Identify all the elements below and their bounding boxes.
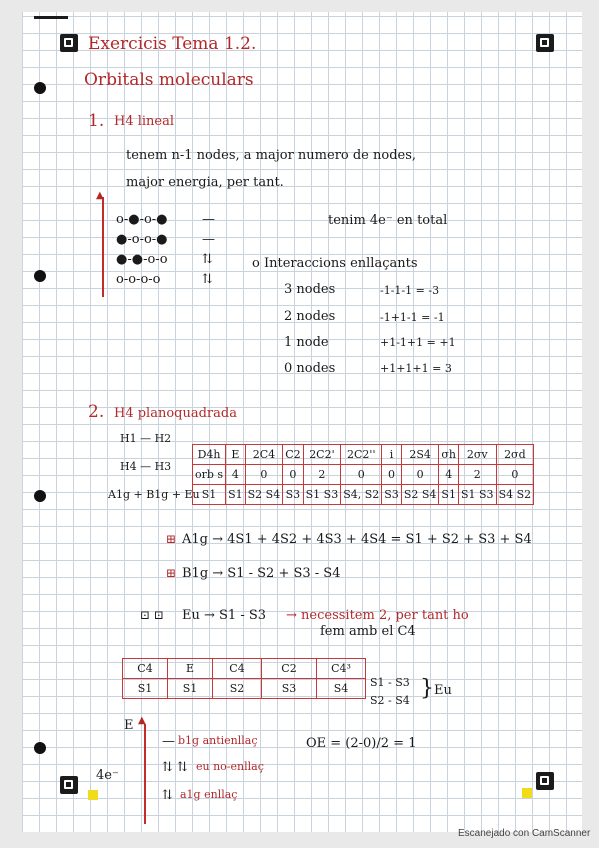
c4-table (122, 658, 366, 699)
eu-label: Eu (434, 683, 452, 698)
node-label: 0 nodes (284, 361, 336, 376)
yellow-mark (522, 788, 532, 798)
table-cell: 4 (439, 465, 459, 485)
irrep-sum: A1g + B1g + Eu (108, 488, 200, 501)
a1g-equation: A1g → 4S1 + 4S2 + 4S3 + 4S4 = S1 + S2 + S3 + S4 (182, 532, 532, 547)
table-cell: S3 (262, 679, 317, 699)
level-label: b1g antienllaç (178, 734, 258, 747)
table-cell: orb s (193, 465, 226, 485)
text-line: tenem n-1 nodes, a major numero de nodes, (126, 148, 417, 163)
scan-marker-icon (536, 34, 554, 52)
page-title: Exercicis Tema 1.2. (88, 34, 257, 54)
level-label: a1g enllaç (180, 788, 238, 801)
energy-arrow (144, 724, 146, 824)
level-label: eu no-enllaç (196, 760, 264, 773)
orbital-diagram: ●-o-o-● (116, 232, 168, 247)
eu-note: fem amb el C4 (320, 624, 416, 639)
table-cell: S3 (382, 485, 402, 505)
orbital-diagram: o-o-o-o (116, 272, 161, 287)
square-molecule-icon: ⊞ (166, 566, 177, 580)
energy-axis-label: E (124, 718, 134, 733)
node-label: 1 node (284, 335, 329, 350)
table-cell: S1 (439, 485, 459, 505)
table-cell: C2 (262, 659, 317, 679)
table-cell: 2C2' (303, 445, 341, 465)
table-cell: C4 (123, 659, 168, 679)
table-cell: S4 (317, 679, 366, 699)
table-cell: C2 (283, 445, 303, 465)
table-cell: 2 (303, 465, 341, 485)
orbital-occupancy: ⇅ (202, 272, 213, 287)
scanner-footer: Escanejado con CamScanner (458, 828, 591, 839)
table-cell: 0 (283, 465, 303, 485)
table-cell: S4 S2 (496, 485, 534, 505)
table-cell: S1 (226, 485, 246, 505)
scan-marker-icon (60, 34, 78, 52)
h-label: H4 — H3 (120, 460, 172, 473)
bond-order: OE = (2-0)/2 = 1 (306, 736, 417, 751)
h-label: H1 — H2 (120, 432, 172, 445)
table-cell: 2σd (496, 445, 534, 465)
table-cell: S1 S3 (458, 485, 496, 505)
table-cell: S2 S4 (245, 485, 283, 505)
electron-count: tenim 4e⁻ en total (328, 213, 448, 228)
electron-count-label: 4e⁻ (96, 768, 119, 783)
orbital-occupancy: ⇅ (202, 252, 213, 267)
table-row (193, 445, 534, 465)
node-calc: +1+1+1 = 3 (380, 362, 452, 375)
table-cell: S2 S4 (401, 485, 439, 505)
table-cell: S1 S3 (303, 485, 341, 505)
interactions-title: o Interaccions enllaçants (252, 256, 418, 271)
table-cell: S4, S2 (341, 485, 382, 505)
table-cell: S3 (283, 485, 303, 505)
scan-marker-icon (60, 776, 78, 794)
level-mark: ⇅ ⇅ (162, 760, 188, 775)
table-cell: S1 (168, 679, 213, 699)
section-1-number: 1. (88, 111, 105, 131)
yellow-mark (88, 790, 98, 800)
top-bar (34, 16, 68, 19)
table-row (123, 659, 366, 679)
table-cell: S2 (213, 679, 262, 699)
node-label: 2 nodes (284, 309, 336, 324)
eu-combo: S2 - S4 (370, 694, 410, 707)
level-mark: — (162, 734, 175, 749)
node-label: 3 nodes (284, 282, 336, 297)
text-line: major energia, per tant. (126, 175, 284, 190)
orbital-occupancy: — (202, 212, 215, 227)
energy-arrow (102, 197, 104, 297)
section-2-number: 2. (88, 402, 105, 422)
eu-note: → necessitem 2, per tant ho (286, 608, 469, 623)
orbital-diagram: o-●-o-● (116, 212, 168, 227)
d4h-table (192, 444, 534, 505)
level-mark: ⇅ (162, 788, 173, 803)
section-title: Orbitals moleculars (84, 70, 254, 90)
table-cell: 0 (382, 465, 402, 485)
table-cell: C4³ (317, 659, 366, 679)
square-molecule-icon: ⊡ ⊡ (140, 608, 164, 622)
eu-combo: S1 - S3 (370, 676, 410, 689)
eu-equation: Eu → S1 - S3 (182, 608, 267, 623)
arrow-head: ▲ (138, 715, 146, 726)
table-cell: 2C2'' (341, 445, 382, 465)
table-cell: i (382, 445, 402, 465)
table-cell: C4 (213, 659, 262, 679)
table-cell: 0 (496, 465, 534, 485)
table-cell: 2C4 (245, 445, 283, 465)
table-cell: 0 (245, 465, 283, 485)
arrow-head: ▲ (96, 190, 104, 201)
notebook-page (22, 12, 582, 832)
table-cell: E (226, 445, 246, 465)
table-cell: 4 (226, 465, 246, 485)
table-cell: σh (439, 445, 459, 465)
brace-icon: } (420, 676, 434, 701)
node-calc: +1-1+1 = +1 (380, 336, 456, 349)
table-cell: E (168, 659, 213, 679)
scan-marker-icon (536, 772, 554, 790)
binder-hole (34, 270, 46, 282)
node-calc: -1+1-1 = -1 (380, 311, 445, 324)
table-cell: 2S4 (401, 445, 439, 465)
binder-hole (34, 490, 46, 502)
table-cell: 0 (341, 465, 382, 485)
node-calc: -1-1-1 = -3 (380, 284, 440, 297)
section-1-title: H4 lineal (114, 114, 175, 129)
table-cell: 2 (458, 465, 496, 485)
table-cell: 2σv (458, 445, 496, 465)
section-2-title: H4 planoquadrada (114, 406, 237, 421)
binder-hole (34, 82, 46, 94)
orbital-occupancy: — (202, 232, 215, 247)
binder-hole (34, 742, 46, 754)
table-cell: S1 (123, 679, 168, 699)
table-row (193, 485, 534, 505)
table-row (193, 465, 534, 485)
table-row (123, 679, 366, 699)
table-cell: 0 (401, 465, 439, 485)
table-cell: S1 (193, 485, 226, 505)
table-cell: D4h (193, 445, 226, 465)
square-molecule-icon: ⊞ (166, 532, 177, 546)
orbital-diagram: ●-●-o-o (116, 252, 168, 267)
b1g-equation: B1g → S1 - S2 + S3 - S4 (182, 566, 341, 581)
